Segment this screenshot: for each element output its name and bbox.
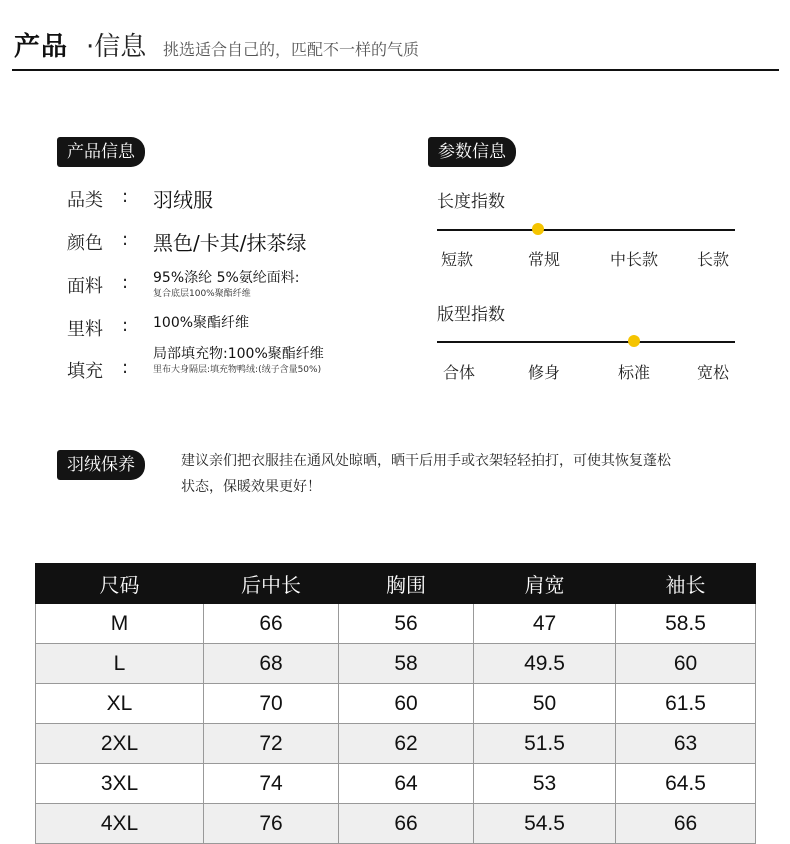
table-row (36, 724, 756, 764)
table-row (36, 764, 756, 804)
table-cell: 54.5 (474, 804, 616, 844)
care-instructions (181, 448, 761, 500)
info-value: 黑色/卡其/抹茶绿 (153, 231, 307, 255)
length-scale-line (437, 229, 735, 231)
info-label: 面料 (67, 276, 103, 297)
column-header: 尺码 (36, 564, 204, 604)
table-cell: 70 (204, 684, 339, 724)
column-header: 胸围 (339, 564, 474, 604)
table-cell: 76 (204, 804, 339, 844)
table-cell: 60 (339, 684, 474, 724)
table-cell: 58.5 (616, 604, 756, 644)
fit-scale-label: 合体 (443, 363, 476, 382)
table-cell: 64 (339, 764, 474, 804)
table-cell: 74 (204, 764, 339, 804)
info-label: 颜色 (67, 233, 103, 254)
table-cell: 72 (204, 724, 339, 764)
info-colon: : (122, 186, 129, 207)
size-table-header-row (36, 564, 756, 604)
product-info-tag: 产品信息 (57, 137, 145, 167)
table-cell: 47 (474, 604, 616, 644)
care-text-line: 状态，保暖效果更好！ (181, 479, 321, 495)
table-cell: 63 (616, 724, 756, 764)
column-header: 袖长 (616, 564, 756, 604)
length-scale-label: 短款 (441, 250, 474, 269)
length-scale-label: 中长款 (610, 250, 659, 269)
info-label: 里料 (67, 319, 103, 340)
fit-scale-label: 修身 (528, 363, 561, 382)
info-row-filling (67, 346, 387, 387)
table-cell: 64.5 (616, 764, 756, 804)
table-cell: 58 (339, 644, 474, 684)
table-cell: 62 (339, 724, 474, 764)
table-cell: 49.5 (474, 644, 616, 684)
table-cell: 50 (474, 684, 616, 724)
table-cell: 3XL (36, 764, 204, 804)
info-row-fabric (67, 272, 387, 302)
header-divider (12, 69, 779, 71)
info-value: 100%聚酯纤维 (153, 315, 250, 331)
fit-scale-title: 版型指数 (437, 305, 505, 325)
fit-scale-marker (628, 335, 640, 347)
table-cell: 66 (339, 804, 474, 844)
info-subvalue: 复合底层100%聚酯纤维 (153, 289, 251, 299)
length-scale-label: 长款 (697, 250, 730, 269)
info-value: 局部填充物:100%聚酯纤维 (153, 346, 324, 362)
info-colon: : (122, 357, 129, 378)
length-scale-label: 常规 (528, 250, 561, 269)
table-cell: 53 (474, 764, 616, 804)
column-header: 肩宽 (474, 564, 616, 604)
info-colon: : (122, 272, 129, 293)
table-row (36, 804, 756, 844)
table-cell: 66 (204, 604, 339, 644)
info-colon: : (122, 315, 129, 336)
table-row (36, 604, 756, 644)
fit-scale-label: 标准 (618, 363, 651, 382)
table-row (36, 644, 756, 684)
table-row (36, 684, 756, 724)
page-title-light: ·信息 (86, 32, 147, 62)
parameter-info-tag: 参数信息 (428, 137, 516, 167)
info-subvalue: 里布大身隔层:填充物鸭绒:(绒子含量50%) (153, 365, 322, 375)
table-cell: 60 (616, 644, 756, 684)
down-care-tag: 羽绒保养 (57, 450, 145, 480)
column-header: 后中长 (204, 564, 339, 604)
table-cell: M (36, 604, 204, 644)
info-row-color (67, 229, 387, 259)
table-cell: 2XL (36, 724, 204, 764)
info-row-category (67, 186, 387, 216)
table-cell: 61.5 (616, 684, 756, 724)
info-colon: : (122, 229, 129, 250)
table-cell: 4XL (36, 804, 204, 844)
size-table (35, 563, 756, 844)
table-cell: 68 (204, 644, 339, 684)
table-cell: 56 (339, 604, 474, 644)
info-label: 填充 (67, 361, 103, 382)
info-value: 羽绒服 (153, 188, 213, 212)
table-cell: XL (36, 684, 204, 724)
length-scale-title: 长度指数 (437, 192, 505, 212)
table-cell: 66 (616, 804, 756, 844)
fit-scale-line (437, 341, 735, 343)
info-label: 品类 (67, 190, 103, 211)
length-scale-marker (532, 223, 544, 235)
info-value: 95%涤纶 5%氨纶面料: (153, 270, 300, 286)
care-text-line: 建议亲们把衣服挂在通风处晾晒，晒干后用手或衣架轻轻拍打，可使其恢复蓬松 (181, 453, 671, 469)
table-cell: 51.5 (474, 724, 616, 764)
page-subtitle: 挑选适合自己的，匹配不一样的气质 (163, 40, 420, 59)
info-row-lining (67, 315, 387, 345)
fit-scale-label: 宽松 (697, 363, 730, 382)
page-title-bold: 产品 (14, 32, 69, 62)
table-cell: L (36, 644, 204, 684)
